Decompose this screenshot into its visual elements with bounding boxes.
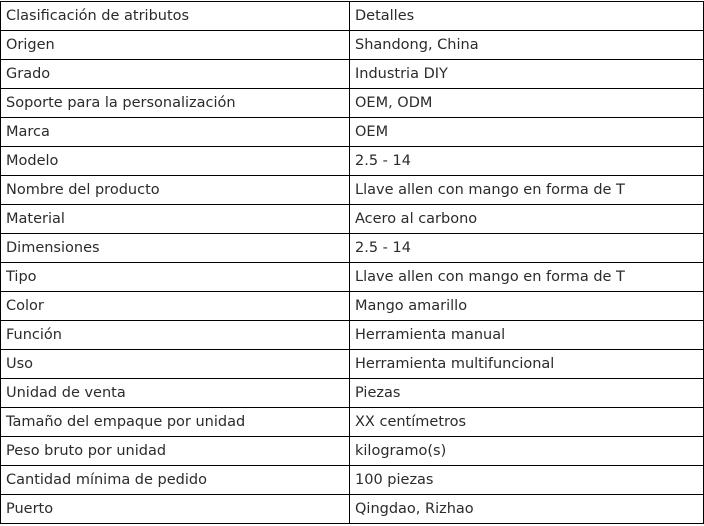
value-cell: Herramienta manual (350, 321, 704, 350)
attribute-cell: Uso (1, 350, 350, 379)
table-row (1, 408, 704, 437)
attribute-cell: Tamaño del empaque por unidad (1, 408, 350, 437)
attribute-cell: Peso bruto por unidad (1, 437, 350, 466)
table-row (1, 31, 704, 60)
table-row (1, 379, 704, 408)
attribute-cell: Unidad de venta (1, 379, 350, 408)
header-details-cell: Detalles (350, 2, 704, 31)
value-cell: Mango amarillo (350, 292, 704, 321)
table-row (1, 234, 704, 263)
attribute-cell: Soporte para la personalización (1, 89, 350, 118)
attribute-cell: Material (1, 205, 350, 234)
attribute-cell: Tipo (1, 263, 350, 292)
product-spec-table (0, 1, 704, 524)
table-row (1, 495, 704, 524)
table-row (1, 350, 704, 379)
attribute-cell: Modelo (1, 147, 350, 176)
attribute-cell: Nombre del producto (1, 176, 350, 205)
table-row (1, 89, 704, 118)
table-body (1, 2, 704, 524)
value-cell: OEM (350, 118, 704, 147)
table-row (1, 321, 704, 350)
attribute-cell: Grado (1, 60, 350, 89)
table-row (1, 147, 704, 176)
table-row (1, 205, 704, 234)
value-cell: 100 piezas (350, 466, 704, 495)
value-cell: 2.5 - 14 (350, 147, 704, 176)
header-attribute-cell: Clasificación de atributos (1, 2, 350, 31)
value-cell: Herramienta multifuncional (350, 350, 704, 379)
value-cell: OEM, ODM (350, 89, 704, 118)
attribute-cell: Color (1, 292, 350, 321)
attribute-cell: Puerto (1, 495, 350, 524)
value-cell: Shandong, China (350, 31, 704, 60)
value-cell: 2.5 - 14 (350, 234, 704, 263)
table-row (1, 466, 704, 495)
table-row (1, 60, 704, 89)
value-cell: Llave allen con mango en forma de T (350, 263, 704, 292)
table-row (1, 437, 704, 466)
attribute-cell: Dimensiones (1, 234, 350, 263)
value-cell: Qingdao, Rizhao (350, 495, 704, 524)
value-cell: Acero al carbono (350, 205, 704, 234)
table-header-row (1, 2, 704, 31)
table-row (1, 292, 704, 321)
table-row (1, 176, 704, 205)
value-cell: Industria DIY (350, 60, 704, 89)
table-row (1, 263, 704, 292)
attribute-cell: Función (1, 321, 350, 350)
attribute-cell: Cantidad mínima de pedido (1, 466, 350, 495)
value-cell: Piezas (350, 379, 704, 408)
table-row (1, 118, 704, 147)
value-cell: Llave allen con mango en forma de T (350, 176, 704, 205)
attribute-cell: Marca (1, 118, 350, 147)
attribute-cell: Origen (1, 31, 350, 60)
value-cell: kilogramo(s) (350, 437, 704, 466)
value-cell: XX centímetros (350, 408, 704, 437)
